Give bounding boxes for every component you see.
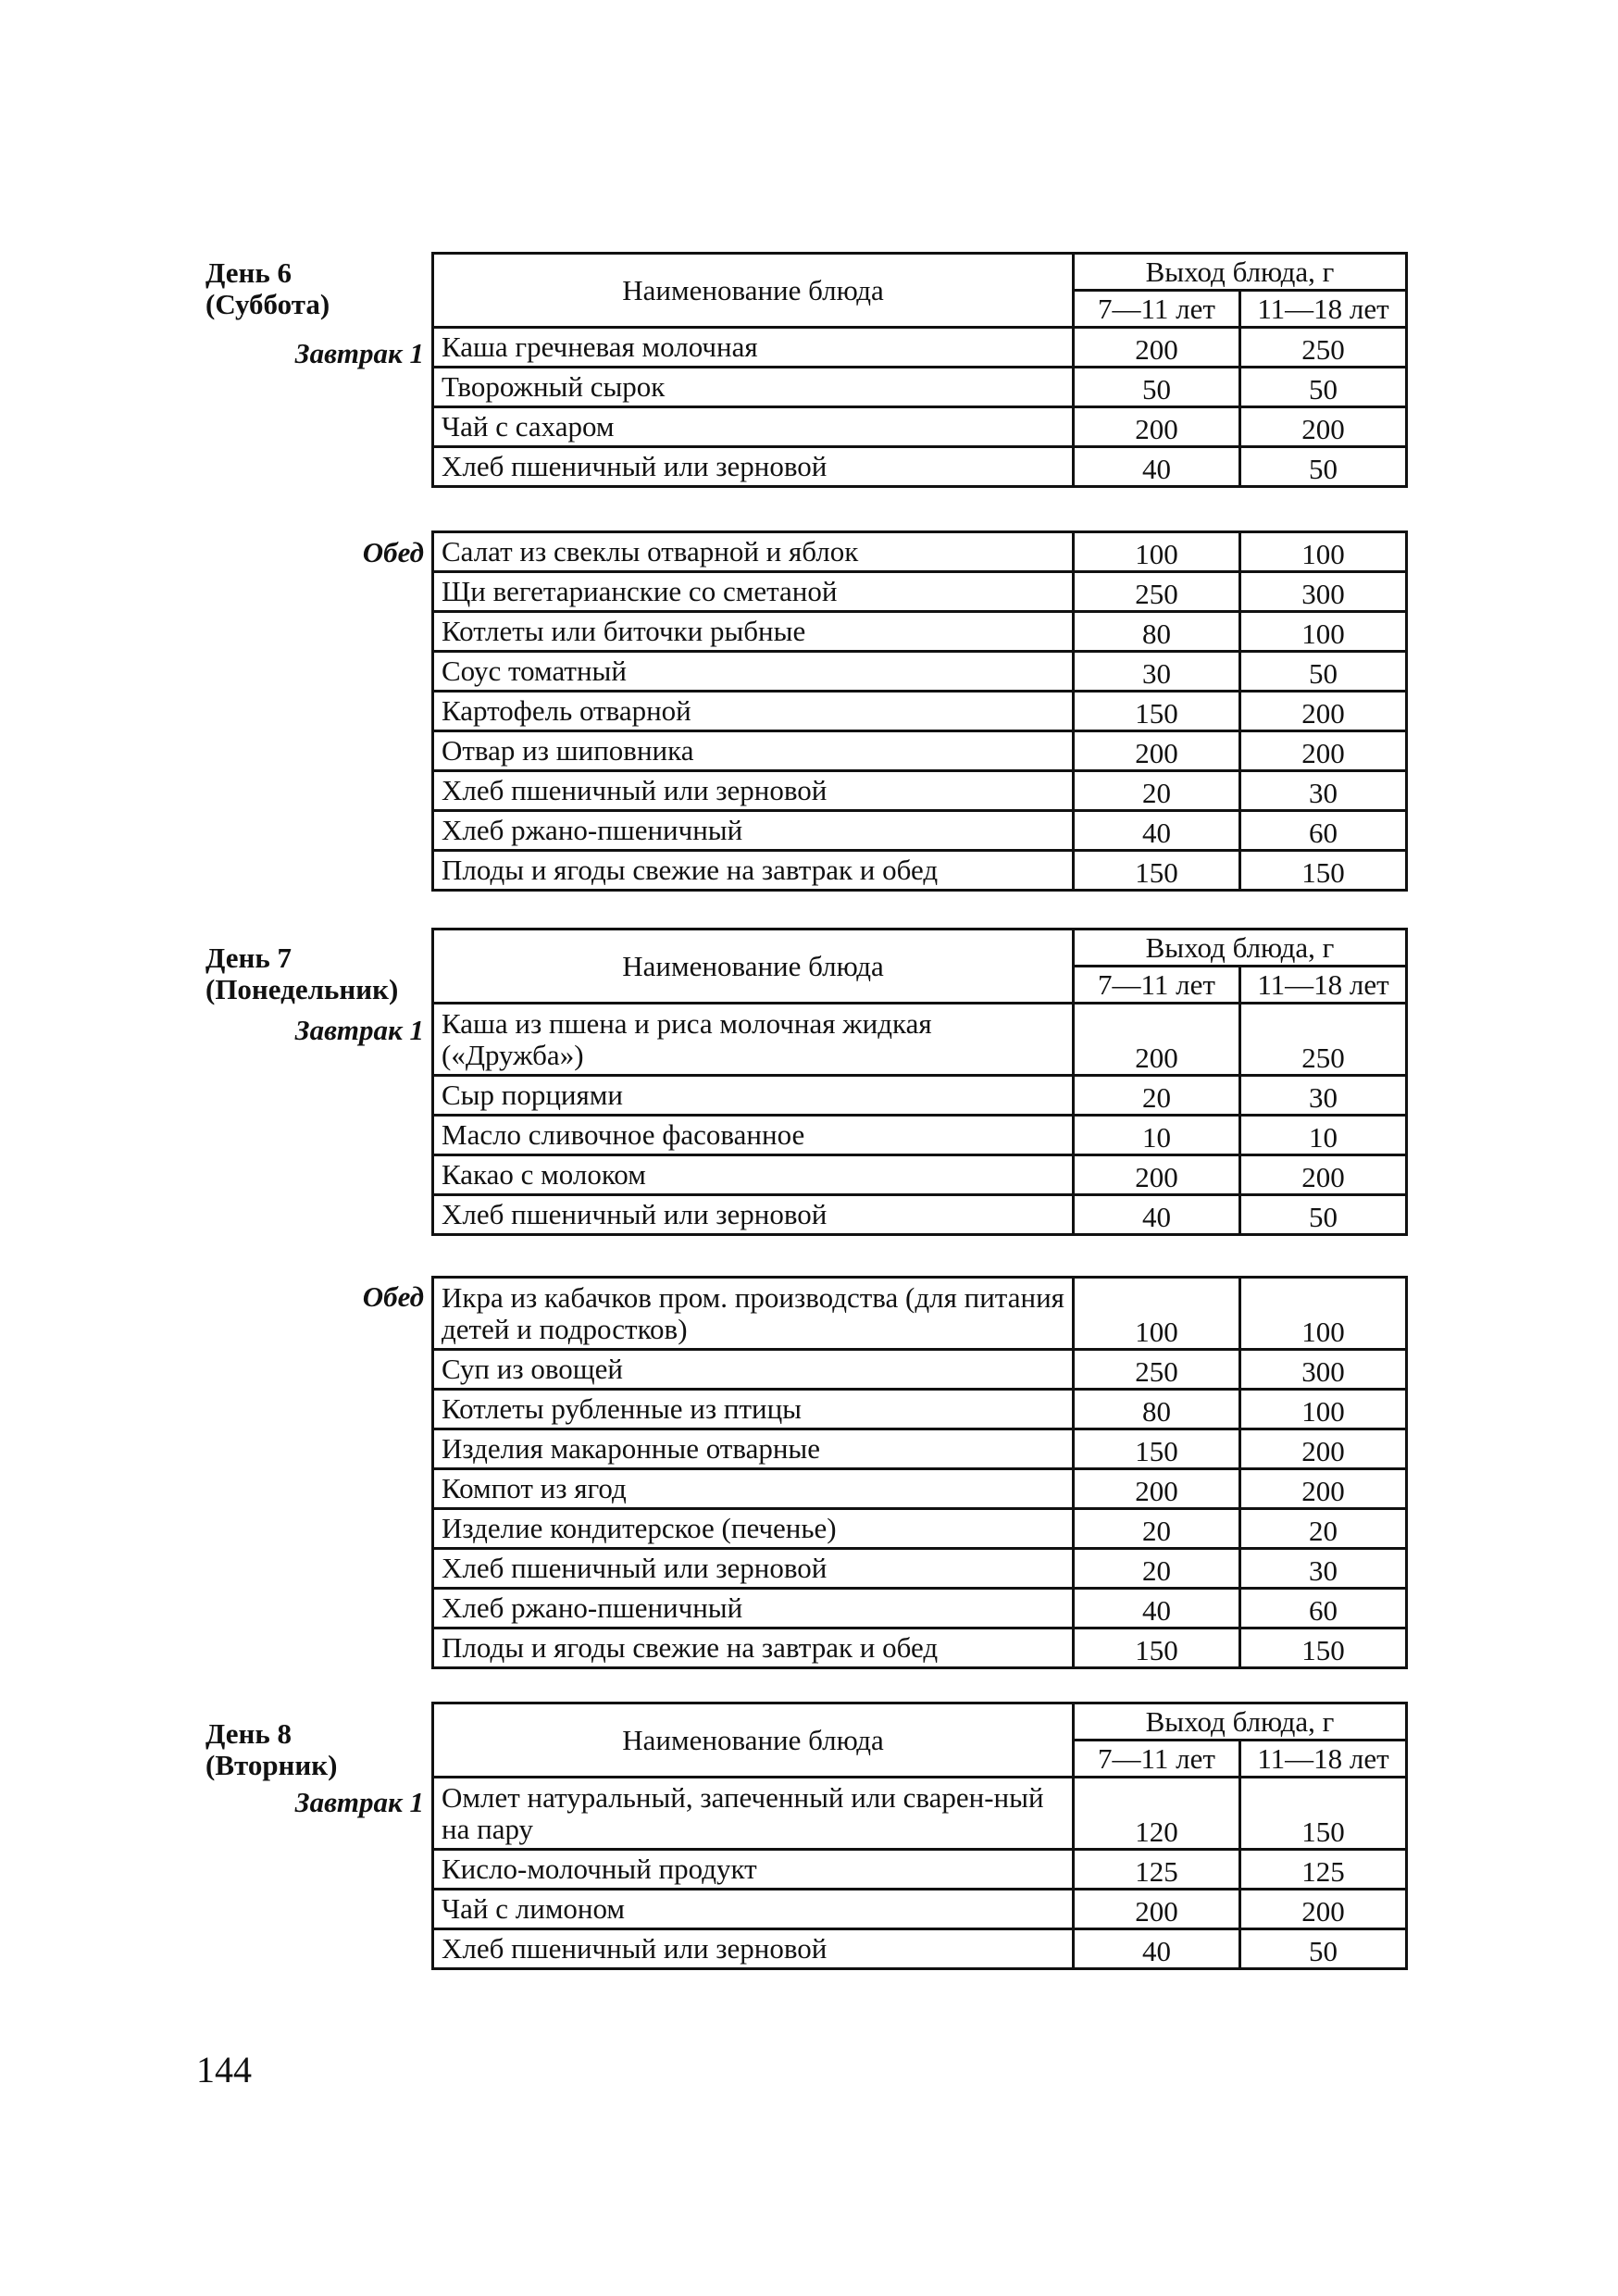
- dish-name-cell: Картофель отварной: [433, 692, 1074, 731]
- dish-name-cell: Сыр порциями: [433, 1076, 1074, 1116]
- day-8-breakfast-table: [431, 1702, 1408, 1970]
- table-row: [433, 1155, 1407, 1195]
- table-row: [433, 572, 1407, 612]
- dish-name-cell: Хлеб пшеничный или зерновой: [433, 771, 1074, 811]
- table-row: [433, 1929, 1407, 1969]
- table-row: [433, 1076, 1407, 1116]
- dish-name-cell: Компот из ягод: [433, 1469, 1074, 1509]
- yield-11-18-cell: 100: [1240, 612, 1407, 652]
- dish-name-cell: Каша из пшена и риса молочная жидкая («Дружба»): [433, 1004, 1074, 1076]
- day-7-title: [205, 942, 398, 1005]
- day-6-breakfast-table: [431, 252, 1408, 488]
- yield-11-18-cell: 60: [1240, 811, 1407, 851]
- yield-11-18-cell: 100: [1240, 1278, 1407, 1350]
- table-row: [433, 1429, 1407, 1469]
- yield-7-11-cell: 80: [1074, 612, 1240, 652]
- dish-name-cell: Котлеты рубленные из птицы: [433, 1390, 1074, 1429]
- table-row: [433, 1890, 1407, 1929]
- yield-11-18-cell: 100: [1240, 1390, 1407, 1429]
- table-row: [433, 1004, 1407, 1076]
- table-row: [433, 407, 1407, 447]
- table-row: [433, 368, 1407, 407]
- dish-name-cell: Отвар из шиповника: [433, 731, 1074, 771]
- yield-7-11-cell: 120: [1074, 1778, 1240, 1850]
- yield-7-11-cell: 125: [1074, 1850, 1240, 1890]
- col-header-age-7-11: 7—11 лет: [1074, 967, 1240, 1004]
- yield-7-11-cell: 40: [1074, 811, 1240, 851]
- yield-11-18-cell: 125: [1240, 1850, 1407, 1890]
- col-header-age-11-18: 11—18 лет: [1240, 967, 1407, 1004]
- yield-7-11-cell: 40: [1074, 1195, 1240, 1235]
- yield-11-18-cell: 50: [1240, 1195, 1407, 1235]
- dish-name-cell: Масло сливочное фасованное: [433, 1116, 1074, 1155]
- yield-11-18-cell: 250: [1240, 1004, 1407, 1076]
- yield-7-11-cell: 200: [1074, 1004, 1240, 1076]
- table-row: [433, 692, 1407, 731]
- day-subtitle: (Понедельник): [205, 973, 399, 1005]
- dish-name-cell: Салат из свеклы отварной и яблок: [433, 532, 1074, 572]
- yield-7-11-cell: 10: [1074, 1116, 1240, 1155]
- yield-11-18-cell: 100: [1240, 532, 1407, 572]
- yield-7-11-cell: 40: [1074, 1929, 1240, 1969]
- table-row: [433, 1195, 1407, 1235]
- yield-11-18-cell: 250: [1240, 328, 1407, 368]
- day-subtitle: (Суббота): [205, 288, 330, 320]
- col-header-yield: Выход блюда, г: [1074, 930, 1407, 967]
- table-row: [433, 652, 1407, 692]
- table-row: [433, 1278, 1407, 1350]
- dish-name-cell: Хлеб пшеничный или зерновой: [433, 1549, 1074, 1589]
- dish-name-cell: Хлеб ржано-пшеничный: [433, 811, 1074, 851]
- table-row: [433, 328, 1407, 368]
- yield-7-11-cell: 200: [1074, 1155, 1240, 1195]
- yield-11-18-cell: 50: [1240, 447, 1407, 487]
- day-6-title: [205, 257, 330, 320]
- yield-11-18-cell: 30: [1240, 1549, 1407, 1589]
- yield-7-11-cell: 200: [1074, 407, 1240, 447]
- yield-7-11-cell: 20: [1074, 1549, 1240, 1589]
- dish-name-cell: Щи вегетарианские со сметаной: [433, 572, 1074, 612]
- table-row: [433, 612, 1407, 652]
- col-header-name: Наименование блюда: [433, 254, 1074, 328]
- dish-name-cell: Каша гречневая молочная: [433, 328, 1074, 368]
- meal-label-breakfast: Завтрак 1: [294, 337, 424, 369]
- table-row: [433, 731, 1407, 771]
- table-row: [433, 532, 1407, 572]
- dish-name-cell: Плоды и ягоды свежие на завтрак и обед: [433, 1628, 1074, 1668]
- yield-7-11-cell: 250: [1074, 572, 1240, 612]
- yield-11-18-cell: 150: [1240, 1778, 1407, 1850]
- table-row: [433, 447, 1407, 487]
- yield-7-11-cell: 40: [1074, 447, 1240, 487]
- table-row: [433, 1850, 1407, 1890]
- yield-7-11-cell: 200: [1074, 731, 1240, 771]
- dish-name-cell: Изделие кондитерское (печенье): [433, 1509, 1074, 1549]
- yield-7-11-cell: 50: [1074, 368, 1240, 407]
- yield-7-11-cell: 20: [1074, 1076, 1240, 1116]
- yield-7-11-cell: 200: [1074, 328, 1240, 368]
- meal-label-breakfast: Завтрак 1: [294, 1786, 424, 1818]
- yield-11-18-cell: 200: [1240, 1155, 1407, 1195]
- yield-7-11-cell: 200: [1074, 1890, 1240, 1929]
- col-header-age-7-11: 7—11 лет: [1074, 1741, 1240, 1778]
- table-row: [433, 851, 1407, 891]
- dish-name-cell: Соус томатный: [433, 652, 1074, 692]
- dish-name-cell: Плоды и ягоды свежие на завтрак и обед: [433, 851, 1074, 891]
- yield-7-11-cell: 40: [1074, 1589, 1240, 1628]
- yield-7-11-cell: 100: [1074, 532, 1240, 572]
- yield-11-18-cell: 50: [1240, 652, 1407, 692]
- yield-11-18-cell: 20: [1240, 1509, 1407, 1549]
- yield-11-18-cell: 300: [1240, 1350, 1407, 1390]
- table-row: [433, 811, 1407, 851]
- yield-7-11-cell: 20: [1074, 771, 1240, 811]
- col-header-name: Наименование блюда: [433, 930, 1074, 1004]
- day-6-lunch-table: [431, 530, 1408, 892]
- day-7-lunch-table: [431, 1276, 1408, 1669]
- day-title: День 7: [205, 942, 292, 974]
- day-subtitle: (Вторник): [205, 1749, 338, 1781]
- dish-name-cell: Хлеб пшеничный или зерновой: [433, 1929, 1074, 1969]
- col-header-name: Наименование блюда: [433, 1703, 1074, 1778]
- dish-name-cell: Кисло-молочный продукт: [433, 1850, 1074, 1890]
- yield-7-11-cell: 150: [1074, 851, 1240, 891]
- yield-11-18-cell: 200: [1240, 692, 1407, 731]
- dish-name-cell: Суп из овощей: [433, 1350, 1074, 1390]
- table-row: [433, 771, 1407, 811]
- yield-7-11-cell: 250: [1074, 1350, 1240, 1390]
- yield-11-18-cell: 200: [1240, 1429, 1407, 1469]
- day-8-title: [205, 1718, 337, 1781]
- col-header-age-11-18: 11—18 лет: [1240, 291, 1407, 328]
- table-row: [433, 1589, 1407, 1628]
- dish-name-cell: Чай с лимоном: [433, 1890, 1074, 1929]
- table-row: [433, 1469, 1407, 1509]
- yield-7-11-cell: 150: [1074, 1628, 1240, 1668]
- yield-11-18-cell: 200: [1240, 1890, 1407, 1929]
- yield-11-18-cell: 200: [1240, 1469, 1407, 1509]
- yield-11-18-cell: 150: [1240, 851, 1407, 891]
- table-row: [433, 1628, 1407, 1668]
- yield-11-18-cell: 300: [1240, 572, 1407, 612]
- yield-11-18-cell: 150: [1240, 1628, 1407, 1668]
- dish-name-cell: Омлет натуральный, запеченный или сварен-ный на пару: [433, 1778, 1074, 1850]
- dish-name-cell: Изделия макаронные отварные: [433, 1429, 1074, 1469]
- yield-11-18-cell: 200: [1240, 407, 1407, 447]
- meal-label-lunch: Обед: [362, 536, 424, 568]
- dish-name-cell: Чай с сахаром: [433, 407, 1074, 447]
- yield-11-18-cell: 10: [1240, 1116, 1407, 1155]
- yield-11-18-cell: 200: [1240, 731, 1407, 771]
- table-row: [433, 1549, 1407, 1589]
- col-header-yield: Выход блюда, г: [1074, 254, 1407, 291]
- yield-11-18-cell: 60: [1240, 1589, 1407, 1628]
- meal-label-breakfast: Завтрак 1: [294, 1014, 424, 1046]
- yield-7-11-cell: 150: [1074, 1429, 1240, 1469]
- dish-name-cell: Хлеб ржано-пшеничный: [433, 1589, 1074, 1628]
- yield-11-18-cell: 30: [1240, 771, 1407, 811]
- yield-7-11-cell: 200: [1074, 1469, 1240, 1509]
- yield-7-11-cell: 150: [1074, 692, 1240, 731]
- table-row: [433, 1778, 1407, 1850]
- dish-name-cell: Хлеб пшеничный или зерновой: [433, 1195, 1074, 1235]
- yield-7-11-cell: 20: [1074, 1509, 1240, 1549]
- day-title: День 6: [205, 256, 292, 289]
- day-title: День 8: [205, 1717, 292, 1750]
- col-header-yield: Выход блюда, г: [1074, 1703, 1407, 1741]
- table-row: [433, 1509, 1407, 1549]
- table-row: [433, 1350, 1407, 1390]
- dish-name-cell: Хлеб пшеничный или зерновой: [433, 447, 1074, 487]
- day-7-breakfast-table: [431, 928, 1408, 1236]
- yield-7-11-cell: 30: [1074, 652, 1240, 692]
- yield-7-11-cell: 100: [1074, 1278, 1240, 1350]
- yield-11-18-cell: 50: [1240, 1929, 1407, 1969]
- page-number: 144: [196, 2049, 252, 2090]
- col-header-age-7-11: 7—11 лет: [1074, 291, 1240, 328]
- table-row: [433, 1390, 1407, 1429]
- dish-name-cell: Творожный сырок: [433, 368, 1074, 407]
- yield-11-18-cell: 50: [1240, 368, 1407, 407]
- yield-7-11-cell: 80: [1074, 1390, 1240, 1429]
- dish-name-cell: Котлеты или биточки рыбные: [433, 612, 1074, 652]
- col-header-age-11-18: 11—18 лет: [1240, 1741, 1407, 1778]
- dish-name-cell: Икра из кабачков пром. производства (для питания детей и подростков): [433, 1278, 1074, 1350]
- table-row: [433, 1116, 1407, 1155]
- dish-name-cell: Какао с молоком: [433, 1155, 1074, 1195]
- yield-11-18-cell: 30: [1240, 1076, 1407, 1116]
- meal-label-lunch: Обед: [362, 1280, 424, 1313]
